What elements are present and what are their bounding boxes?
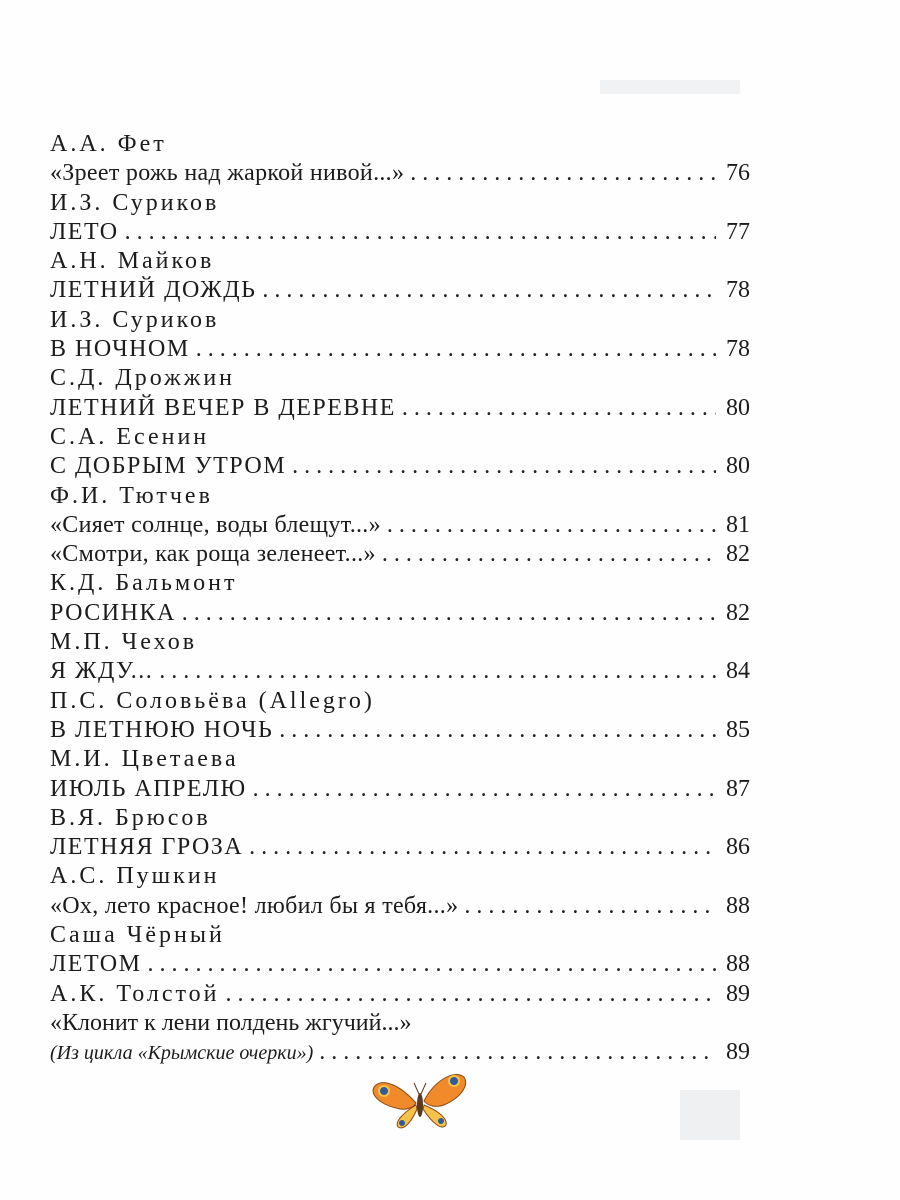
dot-leader	[125, 218, 716, 247]
dot-leader	[319, 1038, 716, 1067]
toc-page-number: 81	[726, 511, 750, 538]
toc-page-number: 88	[726, 951, 750, 978]
butterfly-body	[417, 1093, 423, 1117]
toc-page-number: 82	[726, 599, 750, 626]
toc-page-number: 80	[726, 453, 750, 480]
toc-entry-title: «Сияет солнце, воды блещут...»	[50, 511, 381, 538]
dot-leader	[464, 892, 716, 921]
toc-page-number: 88	[726, 892, 750, 919]
toc-author: К.Д. Бальмонт	[50, 570, 238, 597]
toc-author-entry	[50, 980, 750, 1009]
toc-entry	[50, 833, 750, 862]
dot-leader	[262, 276, 716, 305]
toc-entry-title: Я ЖДУ...	[50, 658, 154, 685]
toc-entry	[50, 540, 750, 569]
toc-entry-title: РОСИНКА	[50, 599, 176, 626]
toc-entry-title: ЛЕТНИЙ ДОЖДЬ	[50, 277, 257, 304]
dot-leader	[279, 716, 716, 745]
toc-entry	[50, 276, 750, 305]
toc-author: Ф.И. Тютчев	[50, 482, 213, 509]
toc-page-number: 84	[726, 658, 750, 685]
toc-entry	[50, 599, 750, 628]
toc-entry	[50, 657, 750, 686]
toc-author: А.С. Пушкин	[50, 863, 220, 890]
dot-leader	[382, 540, 716, 569]
toc-entry-title: ЛЕТНЯЯ ГРОЗА	[50, 834, 244, 861]
toc-entry-title: ЛЕТО	[50, 218, 119, 245]
toc-page-number: 78	[726, 277, 750, 304]
toc-entry-title: В ЛЕТНЮЮ НОЧЬ	[50, 716, 274, 743]
butterfly-icon	[370, 1065, 470, 1135]
toc-page-number: 89	[726, 1039, 750, 1066]
toc-author: Саша Чёрный	[50, 922, 225, 949]
toc-author: М.И. Цветаева	[50, 746, 239, 773]
toc-author: И.З. Суриков	[50, 189, 220, 216]
butterfly-eyespot	[399, 1120, 405, 1126]
toc-author: А.А. Фет	[50, 131, 167, 157]
butterfly-eyespot	[379, 1086, 389, 1096]
toc-page-number: 76	[726, 160, 750, 187]
toc-entry-title: «Ох, лето красное! любил бы я тебя...»	[50, 892, 459, 919]
dot-leader	[147, 950, 716, 979]
toc-entry	[50, 775, 750, 804]
toc-entry	[50, 1038, 750, 1067]
butterfly-right-hindwing	[423, 1105, 446, 1127]
toc-entry-title: ЛЕТНИЙ ВЕЧЕР В ДЕРЕВНЕ	[50, 394, 396, 421]
toc-author: А.Н. Майков	[50, 248, 215, 275]
toc-entry	[50, 892, 750, 921]
table-of-contents	[50, 130, 750, 1068]
toc-entry-title: ЛЕТОМ	[50, 951, 142, 978]
dot-leader	[159, 657, 716, 686]
dot-leader	[387, 511, 716, 540]
toc-page-number: 77	[726, 218, 750, 245]
butterfly-eyespot	[449, 1076, 459, 1086]
toc-entry	[50, 950, 750, 979]
toc-page-number: 86	[726, 834, 750, 861]
toc-poem-title: «Клонит к лени полдень жгучий...»	[50, 1009, 412, 1036]
toc-entry	[50, 452, 750, 481]
dot-leader	[292, 452, 716, 481]
dot-leader	[182, 599, 716, 628]
toc-entry	[50, 218, 750, 247]
dot-leader	[402, 394, 716, 423]
toc-entry-title: ИЮЛЬ АПРЕЛЮ	[50, 775, 247, 802]
toc-author: И.З. Суриков	[50, 306, 220, 333]
butterfly-antenna	[414, 1083, 426, 1094]
dot-leader	[253, 775, 716, 804]
toc-entry-title: С ДОБРЫМ УТРОМ	[50, 453, 287, 480]
toc-page-number: 80	[726, 394, 750, 421]
toc-entry-title: А.К. Толстой	[50, 980, 220, 1007]
toc-author: С.А. Есенин	[50, 423, 210, 450]
dot-leader	[249, 833, 716, 862]
bleed-through-mark	[680, 1090, 740, 1140]
toc-page-number: 89	[726, 980, 750, 1007]
dot-leader	[226, 980, 716, 1009]
toc-page-number: 82	[726, 541, 750, 568]
toc-page-number: 87	[726, 775, 750, 802]
toc-entry-title: «Зреет рожь над жаркой нивой...»	[50, 160, 405, 187]
dot-leader	[196, 335, 716, 364]
toc-author: В.Я. Брюсов	[50, 804, 211, 831]
toc-author: П.С. Соловьёва (Allegro)	[50, 687, 375, 714]
toc-author: М.П. Чехов	[50, 629, 198, 656]
toc-entry	[50, 394, 750, 423]
butterfly-left-wing	[373, 1083, 416, 1110]
bleed-through-mark	[600, 80, 740, 94]
toc-entry	[50, 159, 750, 188]
toc-page-number: 85	[726, 716, 750, 743]
toc-entry-title: «Смотри, как роща зеленеет...»	[50, 541, 376, 568]
toc-entry-title: (Из цикла «Крымские очерки»)	[50, 1042, 314, 1065]
toc-page-number: 78	[726, 336, 750, 363]
toc-entry	[50, 716, 750, 745]
butterfly-eyespot	[438, 1118, 444, 1124]
toc-entry	[50, 511, 750, 540]
toc-entry-title: В НОЧНОМ	[50, 336, 190, 363]
toc-author: С.Д. Дрожжин	[50, 365, 236, 392]
dot-leader	[410, 159, 716, 188]
toc-entry	[50, 335, 750, 364]
